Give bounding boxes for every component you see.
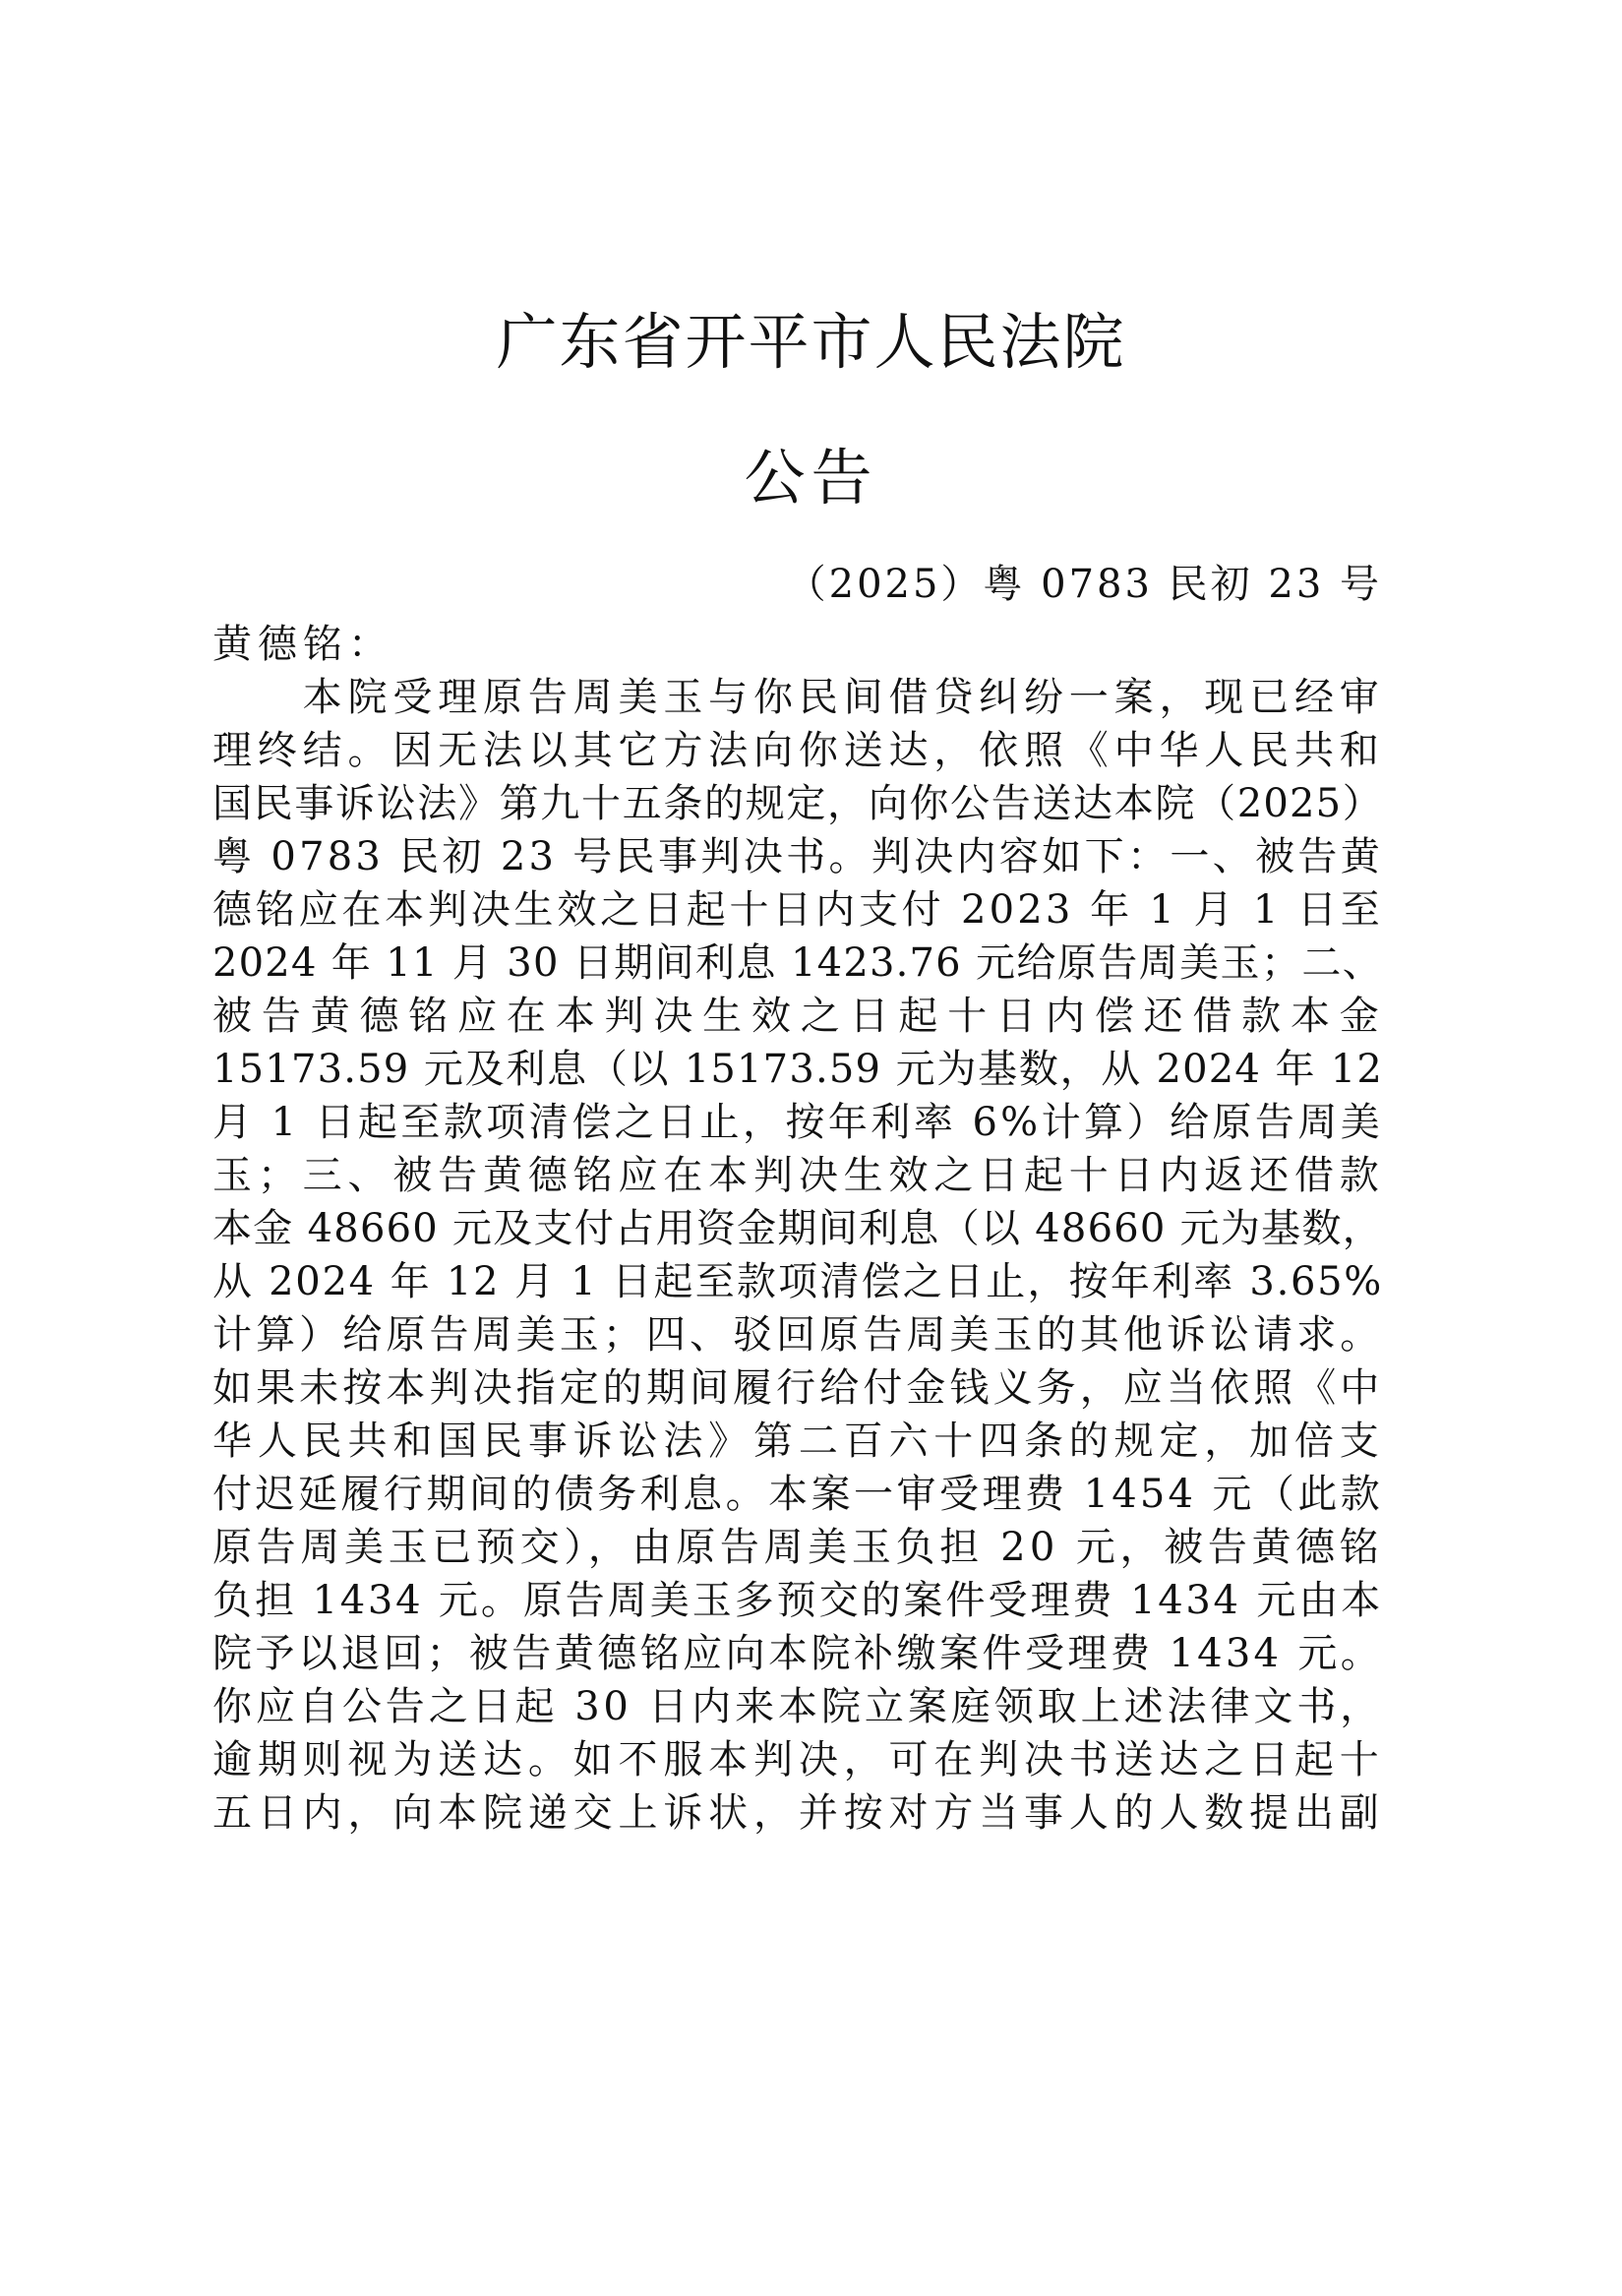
body-line: 2024 年 11 月 30 日期间利息 1423.76 元给原告周美玉；二、 xyxy=(212,940,1383,986)
body-line: 计算）给原告周美玉；四、驳回原告周美玉的其他诉讼请求。 xyxy=(212,1312,1383,1358)
body-line: 粤 0783 民初 23 号民事判决书。判决内容如下：一、被告黄 xyxy=(212,834,1383,879)
body-line: 国民事诉讼法》第九十五条的规定，向你公告送达本院（2025） xyxy=(212,781,1383,826)
body-line: 你应自公告之日起 30 日内来本院立案庭领取上述法律文书， xyxy=(212,1684,1383,1729)
body-line: 负担 1434 元。原告周美玉多预交的案件受理费 1434 元由本 xyxy=(212,1578,1383,1623)
body-line: 华人民共和国民事诉讼法》第二百六十四条的规定，加倍支 xyxy=(212,1419,1383,1464)
case-number: （2025）粤 0783 民初 23 号 xyxy=(786,562,1382,607)
body-line: 逾期则视为送达。如不服本判决，可在判决书送达之日起十 xyxy=(212,1737,1383,1782)
body-line: 本院受理原告周美玉与你民间借贷纠纷一案，现已经审 xyxy=(212,675,1383,720)
body-line: 德铭应在本判决生效之日起十日内支付 2023 年 1 月 1 日至 xyxy=(212,887,1383,933)
court-name: 广东省开平市人民法院 xyxy=(496,306,1126,378)
body-line: 理终结。因无法以其它方法向你送达，依照《中华人民共和 xyxy=(212,728,1383,773)
body-line: 院予以退回；被告黄德铭应向本院补缴案件受理费 1434 元。 xyxy=(212,1631,1383,1676)
body-line: 五日内，向本院递交上诉状，并按对方当事人的人数提出副 xyxy=(212,1790,1383,1836)
body-line: 原告周美玉已预交），由原告周美玉负担 20 元，被告黄德铭 xyxy=(212,1525,1383,1570)
body-line: 月 1 日起至款项清偿之日止，按年利率 6%计算）给原告周美 xyxy=(212,1100,1383,1145)
document-title: 公告 xyxy=(744,442,878,514)
body-line: 付迟延履行期间的债务利息。本案一审受理费 1454 元（此款 xyxy=(212,1472,1383,1517)
body-line: 被告黄德铭应在本判决生效之日起十日内偿还借款本金 xyxy=(212,994,1383,1039)
body-line: 本金 48660 元及支付占用资金期间利息（以 48660 元为基数， xyxy=(212,1206,1383,1251)
announcement-body xyxy=(212,618,1383,1840)
body-line: 15173.59 元及利息（以 15173.59 元为基数，从 2024 年 12 xyxy=(212,1047,1383,1092)
body-line: 玉；三、被告黄德铭应在本判决生效之日起十日内返还借款 xyxy=(212,1153,1383,1198)
addressee: 黄德铭： xyxy=(212,622,393,667)
body-line: 从 2024 年 12 月 1 日起至款项清偿之日止，按年利率 3.65% xyxy=(212,1259,1383,1304)
body-line: 如果未按本判决指定的期间履行给付金钱义务，应当依照《中 xyxy=(212,1365,1383,1411)
